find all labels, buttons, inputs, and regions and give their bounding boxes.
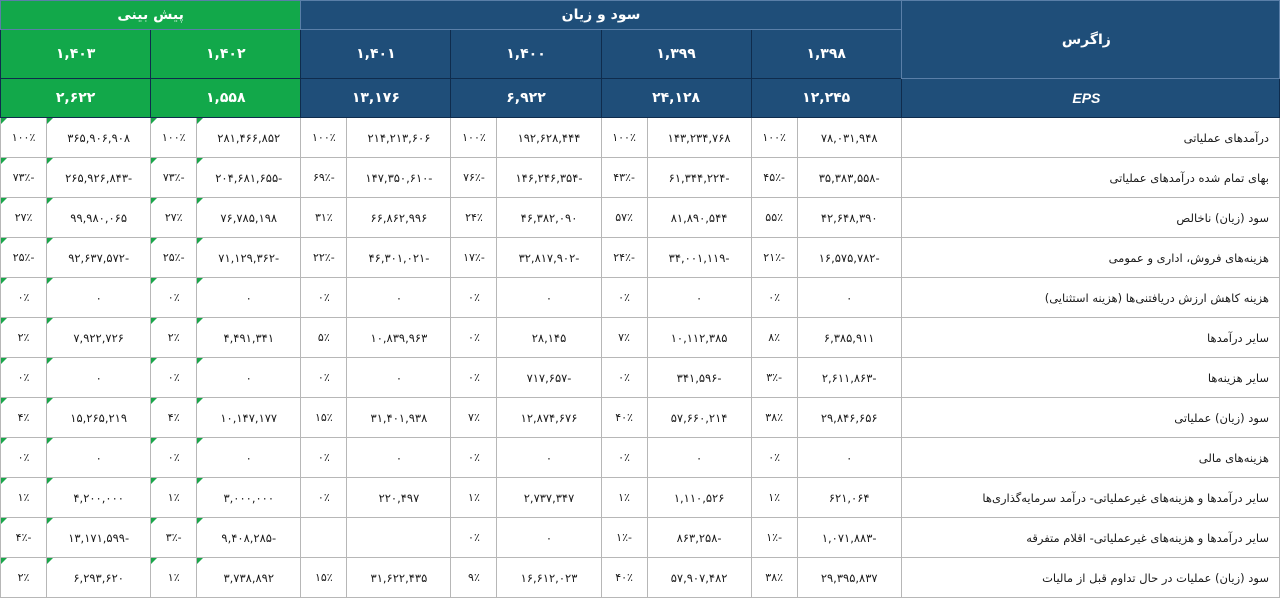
cell-value: ۰: [347, 358, 451, 398]
cell-value: -۱۴۷,۳۵۰,۶۱۰: [347, 158, 451, 198]
cell-percent: ۰٪: [601, 438, 647, 478]
cell-value: ۱۰,۱۴۷,۱۷۷: [197, 398, 301, 438]
company-name: زاگرس: [901, 1, 1279, 79]
cell-percent: ۰٪: [451, 318, 497, 358]
cell-value: -۲۶۵,۹۲۶,۸۴۳: [47, 158, 151, 198]
cell-percent: ۱۵٪: [301, 398, 347, 438]
cell-value: ۴۶,۳۸۲,۰۹۰: [497, 198, 601, 238]
cell-value: ۰: [497, 438, 601, 478]
cell-value: -۹۲,۶۳۷,۵۷۲: [47, 238, 151, 278]
cell-value: -۱,۰۷۱,۸۸۳: [797, 518, 901, 558]
cell-percent: -۶۹٪: [301, 158, 347, 198]
cell-percent: ۲٪: [1, 558, 47, 598]
cell-percent: ۱٪: [151, 478, 197, 518]
cell-percent: ۰٪: [451, 358, 497, 398]
section-header-row: [1, 1, 1280, 30]
year-header: ۱,۴۰۲: [151, 30, 301, 79]
year-header: ۱,۳۹۸: [751, 30, 901, 79]
cell-percent: -۲۱٪: [751, 238, 797, 278]
cell-value: ۲۸۱,۴۶۶,۸۵۲: [197, 118, 301, 158]
cell-percent: -۱٪: [601, 518, 647, 558]
cell-percent: -۳٪: [151, 518, 197, 558]
year-header: ۱,۴۰۱: [301, 30, 451, 79]
cell-value: ۴,۴۹۱,۳۴۱: [197, 318, 301, 358]
cell-percent: -۴۵٪: [751, 158, 797, 198]
cell-percent: ۰٪: [301, 278, 347, 318]
cell-value: ۰: [347, 438, 451, 478]
cell-percent: -۲۲٪: [301, 238, 347, 278]
table-row: [1, 398, 1280, 438]
cell-percent: ۳۸٪: [751, 558, 797, 598]
cell-percent: ۴۰٪: [601, 398, 647, 438]
cell-percent: ۱٪: [751, 478, 797, 518]
cell-value: ۰: [497, 518, 601, 558]
cell-value: ۲۹,۳۹۵,۸۳۷: [797, 558, 901, 598]
cell-percent: ۰٪: [1, 278, 47, 318]
cell-value: ۲۱۴,۲۱۳,۶۰۶: [347, 118, 451, 158]
cell-percent: ۷٪: [601, 318, 647, 358]
cell-percent: ۰٪: [151, 438, 197, 478]
cell-value: ۲۸,۱۴۵: [497, 318, 601, 358]
cell-percent: ۴٪: [151, 398, 197, 438]
cell-value: ۲۹,۸۴۶,۶۵۶: [797, 398, 901, 438]
cell-percent: [301, 518, 347, 558]
cell-percent: ۵۵٪: [751, 198, 797, 238]
year-header: ۱,۴۰۰: [451, 30, 601, 79]
row-label: سایر درآمدها و هزینه‌های غیرعملیاتی- درآمد سرمایه‌گذاری‌ها: [901, 478, 1279, 518]
cell-percent: ۲۴٪: [451, 198, 497, 238]
cell-value: -۳۴۱,۵۹۶: [647, 358, 751, 398]
cell-value: -۱۴۶,۲۴۶,۳۵۴: [497, 158, 601, 198]
cell-percent: ۰٪: [601, 278, 647, 318]
cell-value: ۱۹۲,۶۲۸,۴۴۴: [497, 118, 601, 158]
table-row: [1, 358, 1280, 398]
cell-percent: ۹٪: [451, 558, 497, 598]
cell-percent: ۱۰۰٪: [751, 118, 797, 158]
cell-value: -۳۴,۰۰۱,۱۱۹: [647, 238, 751, 278]
eps-value: ۲۴,۱۲۸: [601, 79, 751, 118]
table-row: [1, 318, 1280, 358]
cell-value: -۱۳,۱۷۱,۵۹۹: [47, 518, 151, 558]
row-label: بهای تمام شده درآمدهای عملیاتی: [901, 158, 1279, 198]
cell-percent: ۳۱٪: [301, 198, 347, 238]
cell-percent: ۱٪: [1, 478, 47, 518]
cell-value: -۴۶,۳۰۱,۰۲۱: [347, 238, 451, 278]
eps-row: [1, 79, 1280, 118]
section-actual-title: سود و زیان: [301, 1, 901, 30]
row-label: سود (زیان) عملیاتی: [901, 398, 1279, 438]
cell-value: ۹۹,۹۸۰,۰۶۵: [47, 198, 151, 238]
row-label: درآمدهای عملیاتی: [901, 118, 1279, 158]
table-row: [1, 158, 1280, 198]
cell-value: ۰: [197, 278, 301, 318]
cell-value: ۱۰,۱۱۲,۳۸۵: [647, 318, 751, 358]
table-row: [1, 118, 1280, 158]
cell-percent: ۰٪: [1, 438, 47, 478]
cell-percent: ۵٪: [301, 318, 347, 358]
cell-percent: -۱۷٪: [451, 238, 497, 278]
cell-percent: ۱٪: [451, 478, 497, 518]
cell-percent: ۴۰٪: [601, 558, 647, 598]
cell-value: ۰: [647, 278, 751, 318]
cell-percent: ۲۷٪: [151, 198, 197, 238]
cell-value: ۶۲۱,۰۶۴: [797, 478, 901, 518]
cell-value: ۸۱,۸۹۰,۵۴۴: [647, 198, 751, 238]
cell-percent: -۲۴٪: [601, 238, 647, 278]
cell-value: ۴,۲۰۰,۰۰۰: [47, 478, 151, 518]
cell-value: ۰: [47, 278, 151, 318]
cell-value: ۳,۷۳۸,۸۹۲: [197, 558, 301, 598]
cell-value: -۸۶۳,۲۵۸: [647, 518, 751, 558]
cell-value: ۰: [497, 278, 601, 318]
table-row: [1, 198, 1280, 238]
cell-percent: ۴٪: [1, 398, 47, 438]
cell-value: ۰: [347, 278, 451, 318]
cell-value: -۶۱,۳۴۴,۲۲۴: [647, 158, 751, 198]
cell-percent: -۲۵٪: [151, 238, 197, 278]
cell-value: ۶,۳۸۵,۹۱۱: [797, 318, 901, 358]
eps-value: ۱,۵۵۸: [151, 79, 301, 118]
cell-percent: -۴۳٪: [601, 158, 647, 198]
cell-percent: ۲۷٪: [1, 198, 47, 238]
cell-percent: ۱۰۰٪: [301, 118, 347, 158]
cell-percent: ۰٪: [151, 358, 197, 398]
cell-percent: -۱٪: [751, 518, 797, 558]
cell-value: ۳۶۵,۹۰۶,۹۰۸: [47, 118, 151, 158]
eps-value: ۱۳,۱۷۶: [301, 79, 451, 118]
cell-percent: ۰٪: [151, 278, 197, 318]
cell-value: ۰: [197, 438, 301, 478]
cell-value: ۱۴۳,۲۳۴,۷۶۸: [647, 118, 751, 158]
eps-value: ۱۲,۲۴۵: [751, 79, 901, 118]
cell-value: ۳۱,۴۰۱,۹۳۸: [347, 398, 451, 438]
cell-percent: ۵۷٪: [601, 198, 647, 238]
cell-percent: ۸٪: [751, 318, 797, 358]
table-row: [1, 558, 1280, 598]
cell-percent: ۷٪: [451, 398, 497, 438]
cell-value: ۷۶,۷۸۵,۱۹۸: [197, 198, 301, 238]
cell-percent: ۱۰۰٪: [451, 118, 497, 158]
cell-value: ۲,۷۳۷,۳۴۷: [497, 478, 601, 518]
cell-percent: ۱٪: [151, 558, 197, 598]
cell-value: -۷۱,۱۲۹,۳۶۲: [197, 238, 301, 278]
cell-percent: ۱۰۰٪: [1, 118, 47, 158]
cell-value: -۱۶,۵۷۵,۷۸۲: [797, 238, 901, 278]
cell-percent: ۰٪: [301, 478, 347, 518]
cell-value: ۱۰,۸۳۹,۹۶۳: [347, 318, 451, 358]
cell-value: -۷۱۷,۶۵۷: [497, 358, 601, 398]
cell-percent: -۷۳٪: [1, 158, 47, 198]
cell-value: -۹,۴۰۸,۲۸۵: [197, 518, 301, 558]
row-label: هزینه‌های فروش، اداری و عمومی: [901, 238, 1279, 278]
cell-value: ۰: [197, 358, 301, 398]
cell-value: ۵۷,۶۶۰,۲۱۴: [647, 398, 751, 438]
cell-percent: ۲٪: [1, 318, 47, 358]
cell-value: ۶,۲۹۳,۶۲۰: [47, 558, 151, 598]
cell-percent: ۱۵٪: [301, 558, 347, 598]
cell-value: ۷۸,۰۳۱,۹۴۸: [797, 118, 901, 158]
table-row: [1, 278, 1280, 318]
cell-percent: ۰٪: [1, 358, 47, 398]
cell-percent: ۰٪: [301, 438, 347, 478]
table-row: [1, 238, 1280, 278]
row-label: سایر هزینه‌ها: [901, 358, 1279, 398]
cell-percent: ۰٪: [751, 438, 797, 478]
cell-value: ۲۲۰,۴۹۷: [347, 478, 451, 518]
eps-value: ۶,۹۲۲: [451, 79, 601, 118]
cell-percent: ۰٪: [451, 438, 497, 478]
cell-percent: -۲۵٪: [1, 238, 47, 278]
cell-percent: ۰٪: [451, 518, 497, 558]
table-body: [1, 118, 1280, 598]
cell-value: ۱۲,۸۷۴,۶۷۶: [497, 398, 601, 438]
cell-percent: ۱٪: [601, 478, 647, 518]
row-label: سود (زیان) ناخالص: [901, 198, 1279, 238]
cell-percent: ۰٪: [301, 358, 347, 398]
cell-percent: ۳۸٪: [751, 398, 797, 438]
cell-value: ۰: [47, 438, 151, 478]
cell-value: -۳۵,۳۸۳,۵۵۸: [797, 158, 901, 198]
row-label: هزینه کاهش ارزش دریافتنی‌ها (هزینه استثنایی): [901, 278, 1279, 318]
cell-value: ۰: [797, 438, 901, 478]
cell-value: -۳۲,۸۱۷,۹۰۲: [497, 238, 601, 278]
eps-label: EPS: [901, 79, 1279, 118]
cell-percent: ۰٪: [751, 278, 797, 318]
cell-percent: ۱۰۰٪: [601, 118, 647, 158]
cell-value: ۷,۹۲۲,۷۲۶: [47, 318, 151, 358]
cell-value: ۰: [47, 358, 151, 398]
cell-value: ۰: [647, 438, 751, 478]
cell-value: -۲۰۴,۶۸۱,۶۵۵: [197, 158, 301, 198]
section-forecast-title: پیش بینی: [1, 1, 301, 30]
cell-value: ۴۲,۶۴۸,۳۹۰: [797, 198, 901, 238]
cell-value: ۳۱,۶۲۲,۴۳۵: [347, 558, 451, 598]
cell-value: -۲,۶۱۱,۸۶۳: [797, 358, 901, 398]
cell-value: ۳,۰۰۰,۰۰۰: [197, 478, 301, 518]
year-header: ۱,۳۹۹: [601, 30, 751, 79]
cell-percent: ۲٪: [151, 318, 197, 358]
cell-percent: ۱۰۰٪: [151, 118, 197, 158]
cell-value: ۶۶,۸۶۲,۹۹۶: [347, 198, 451, 238]
table-row: [1, 518, 1280, 558]
row-label: سایر درآمدها و هزینه‌های غیرعملیاتی- اقلام متفرقه: [901, 518, 1279, 558]
cell-percent: ۰٪: [601, 358, 647, 398]
cell-value: ۱۵,۲۶۵,۲۱۹: [47, 398, 151, 438]
year-header: ۱,۴۰۳: [1, 30, 151, 79]
cell-value: ۰: [797, 278, 901, 318]
eps-value: ۲,۶۲۲: [1, 79, 151, 118]
table-row: [1, 478, 1280, 518]
cell-percent: -۴٪: [1, 518, 47, 558]
cell-percent: -۷۳٪: [151, 158, 197, 198]
cell-value: [347, 518, 451, 558]
row-label: سود (زیان) عملیات در حال تداوم قبل از مالیات: [901, 558, 1279, 598]
cell-value: ۱۶,۶۱۲,۰۲۳: [497, 558, 601, 598]
cell-value: ۱,۱۱۰,۵۲۶: [647, 478, 751, 518]
row-label: سایر درآمدها: [901, 318, 1279, 358]
cell-percent: ۰٪: [451, 278, 497, 318]
cell-percent: -۳٪: [751, 358, 797, 398]
cell-value: ۵۷,۹۰۷,۴۸۲: [647, 558, 751, 598]
cell-percent: -۷۶٪: [451, 158, 497, 198]
row-label: هزینه‌های مالی: [901, 438, 1279, 478]
table-row: [1, 438, 1280, 478]
